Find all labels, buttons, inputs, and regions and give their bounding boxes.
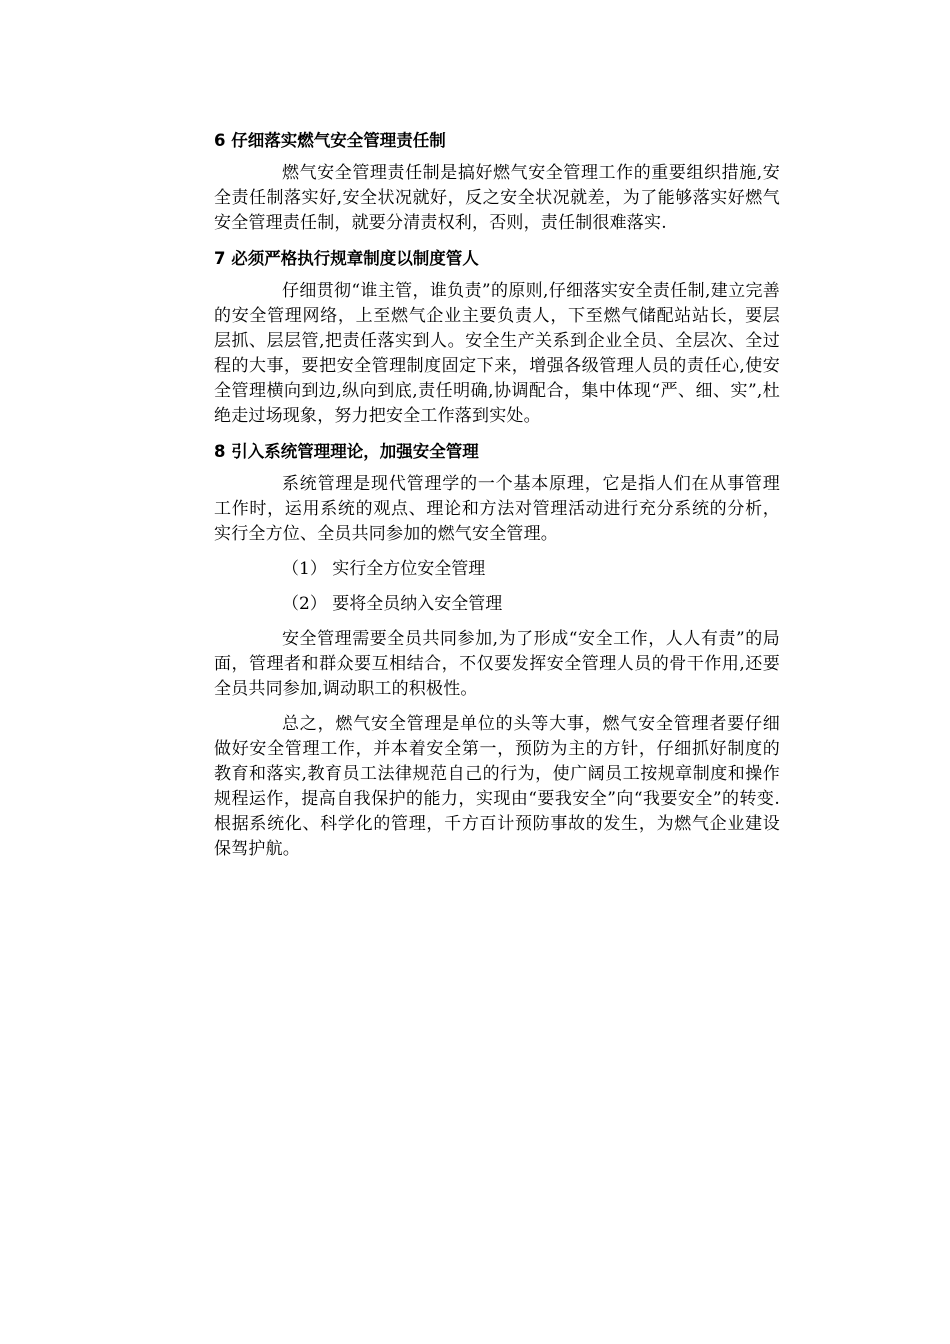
document-body bbox=[214, 122, 780, 872]
list-item-1: （1） 实行全方位安全管理 bbox=[282, 559, 486, 579]
section-8-paragraph: 系统管理是现代管理学的一个基本原理，它是指人们在从事管理工作时，运用系统的观点、理论和方法对管理活动进行充分系统的分析，实行全方位、全员共同参加的燃气安全管理。 bbox=[214, 474, 780, 544]
section-heading-8: 8 引入系统管理理论，加强安全管理 bbox=[214, 442, 479, 461]
section-heading-6: 6 仔细落实燃气安全管理责任制 bbox=[214, 131, 446, 150]
list-item-2: （2） 要将全员纳入安全管理 bbox=[282, 594, 503, 614]
section-heading-7: 7 必须严格执行规章制度以制度管人 bbox=[214, 249, 479, 268]
section-7-paragraph: 仔细贯彻“谁主管，谁负责”的原则,仔细落实安全责任制,建立完善的安全管理网络，上至燃气企业主要负责人，下至燃气储配站站长，要层层抓、层层管,把责任落实到人。安全生产关系到企业全员、全层次、全过程的大事，要把安全管理制度固定下来，增强各级管理人员的责任心,使安全管理横向到边,纵向到底,责任明确,协调配合，集中体现“严、细、实”,杜绝走过场现象，努力把安全工作落到实处。 bbox=[214, 281, 780, 426]
section-8-paragraph-participation: 安全管理需要全员共同参加,为了形成“安全工作，人人有责”的局面，管理者和群众要互相结合，不仅要发挥安全管理人员的骨干作用,还要全员共同参加,调动职工的积极性。 bbox=[214, 629, 780, 699]
section-6-paragraph: 燃气安全管理责任制是搞好燃气安全管理工作的重要组织措施,安全责任制落实好,安全状况就好，反之安全状况就差，为了能够落实好燃气安全管理责任制，就要分清责权利，否则，责任制很难落实. bbox=[214, 163, 780, 233]
conclusion-paragraph: 总之，燃气安全管理是单位的头等大事，燃气安全管理者要仔细做好安全管理工作，并本着安全第一，预防为主的方针，仔细抓好制度的教育和落实,教育员工法律规范自己的行为，使广阔员工按规章制度和操作规程运作，提高自我保护的能力，实现由“要我安全”向“我要安全”的转变.根据系统化、科学化的管理，千方百计预防事故的发生，为燃气企业建设保驾护航。 bbox=[214, 714, 780, 859]
